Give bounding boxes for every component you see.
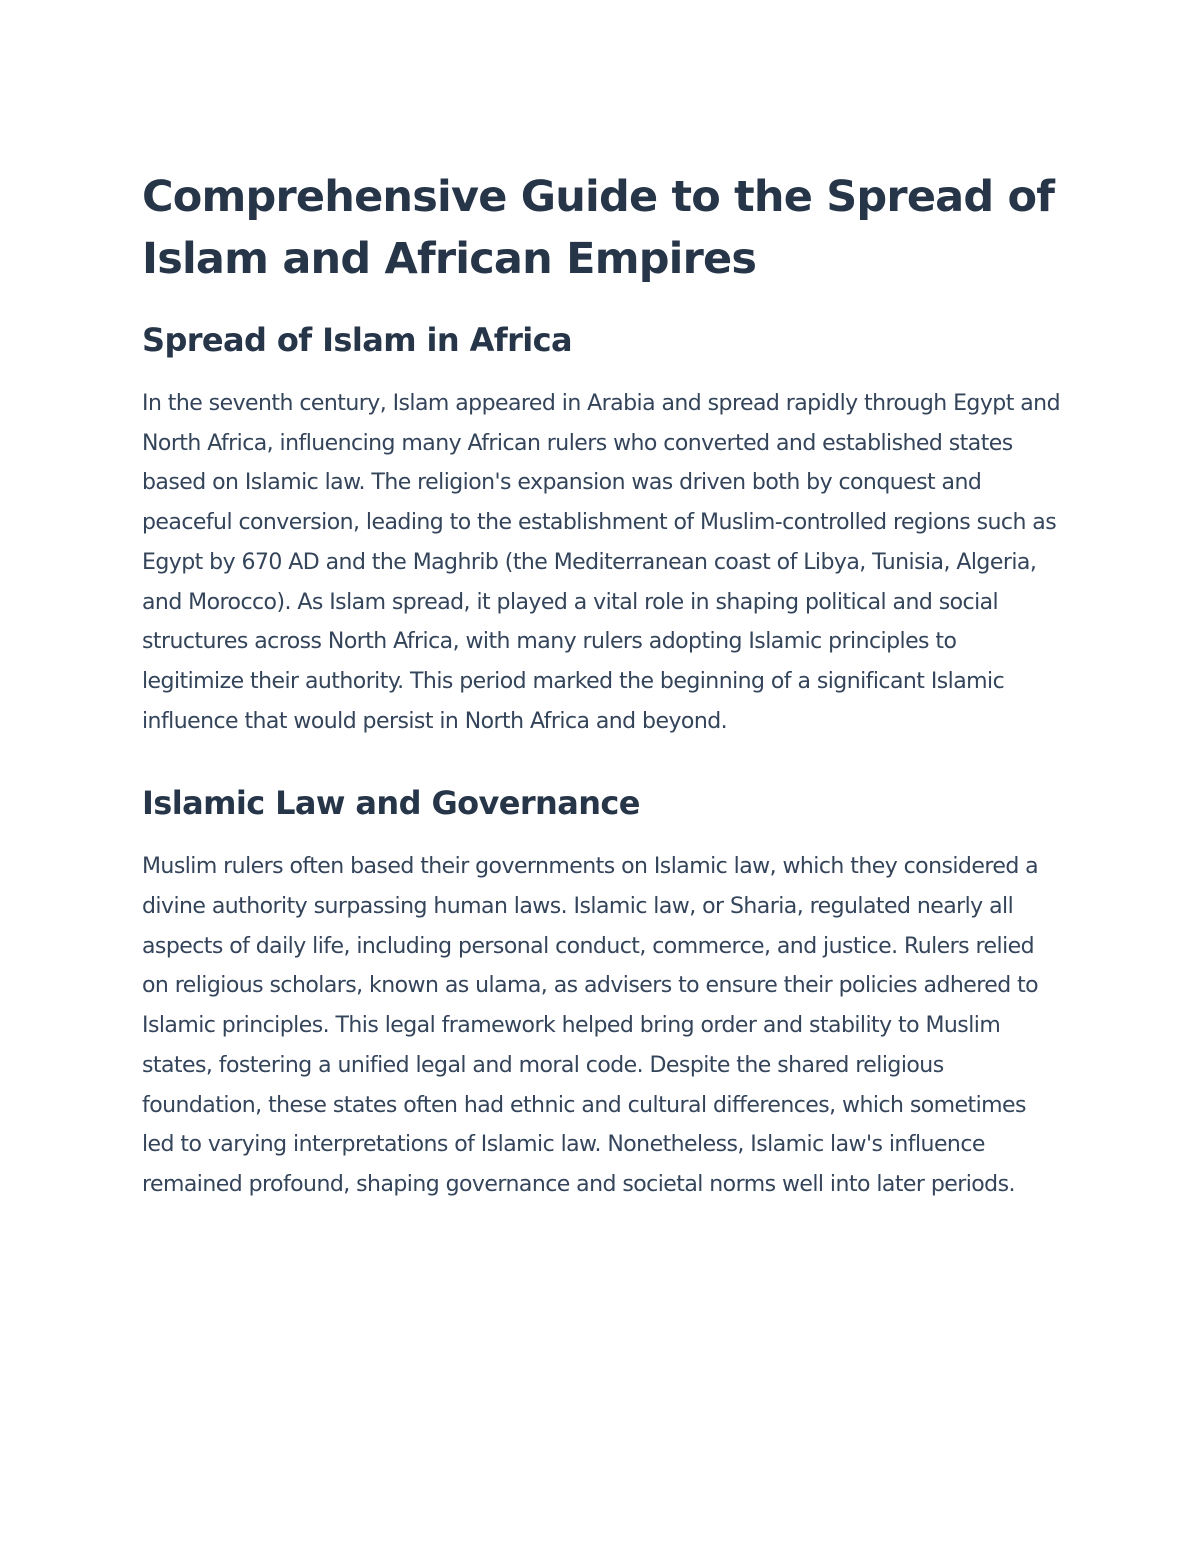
section-paragraph: Muslim rulers often based their governments on Islamic law, which they considered a divine authority surpassing human laws. Islamic law, or Sharia, regulated nearly all aspects of daily life, including personal conduct, commerce, and justice. Rulers relied on religious scholars, known as ulama, as advisers to ensure their policies adhered to Islamic principles. This legal framework helped bring order and stability to Muslim states, fostering a unified legal and moral code. Despite the shared religious foundation, these states often had ethnic and cultural differences, which sometimes led to varying interpretations of Islamic law. Nonetheless, Islamic law's influence remained profound, shaping governance and societal norms well into later periods. — [142, 854, 1039, 1197]
document-page — [142, 166, 1064, 1205]
section-heading: Spread of Islam in Africa — [142, 321, 573, 359]
section-spread-of-islam — [142, 320, 1064, 741]
document-title: Comprehensive Guide to the Spread of Islam and African Empires — [142, 172, 1055, 284]
section-islamic-law — [142, 783, 1064, 1204]
section-paragraph: In the seventh century, Islam appeared in Arabia and spread rapidly through Egypt and North Africa, influencing many African rulers who converted and established states based on Islamic law. The religion's expansion was driven both by conquest and peaceful conversion, leading to the establishment of Muslim-controlled regions such as Egypt by 670 AD and the Maghrib (the Mediterranean coast of Libya, Tunisia, Algeria, and Morocco). As Islam spread, it played a vital role in shaping political and social structures across North Africa, with many rulers adopting Islamic principles to legitimize their authority. This period marked the beginning of a significant Islamic influence that would persist in North Africa and beyond. — [142, 391, 1060, 734]
section-heading: Islamic Law and Governance — [142, 784, 640, 823]
